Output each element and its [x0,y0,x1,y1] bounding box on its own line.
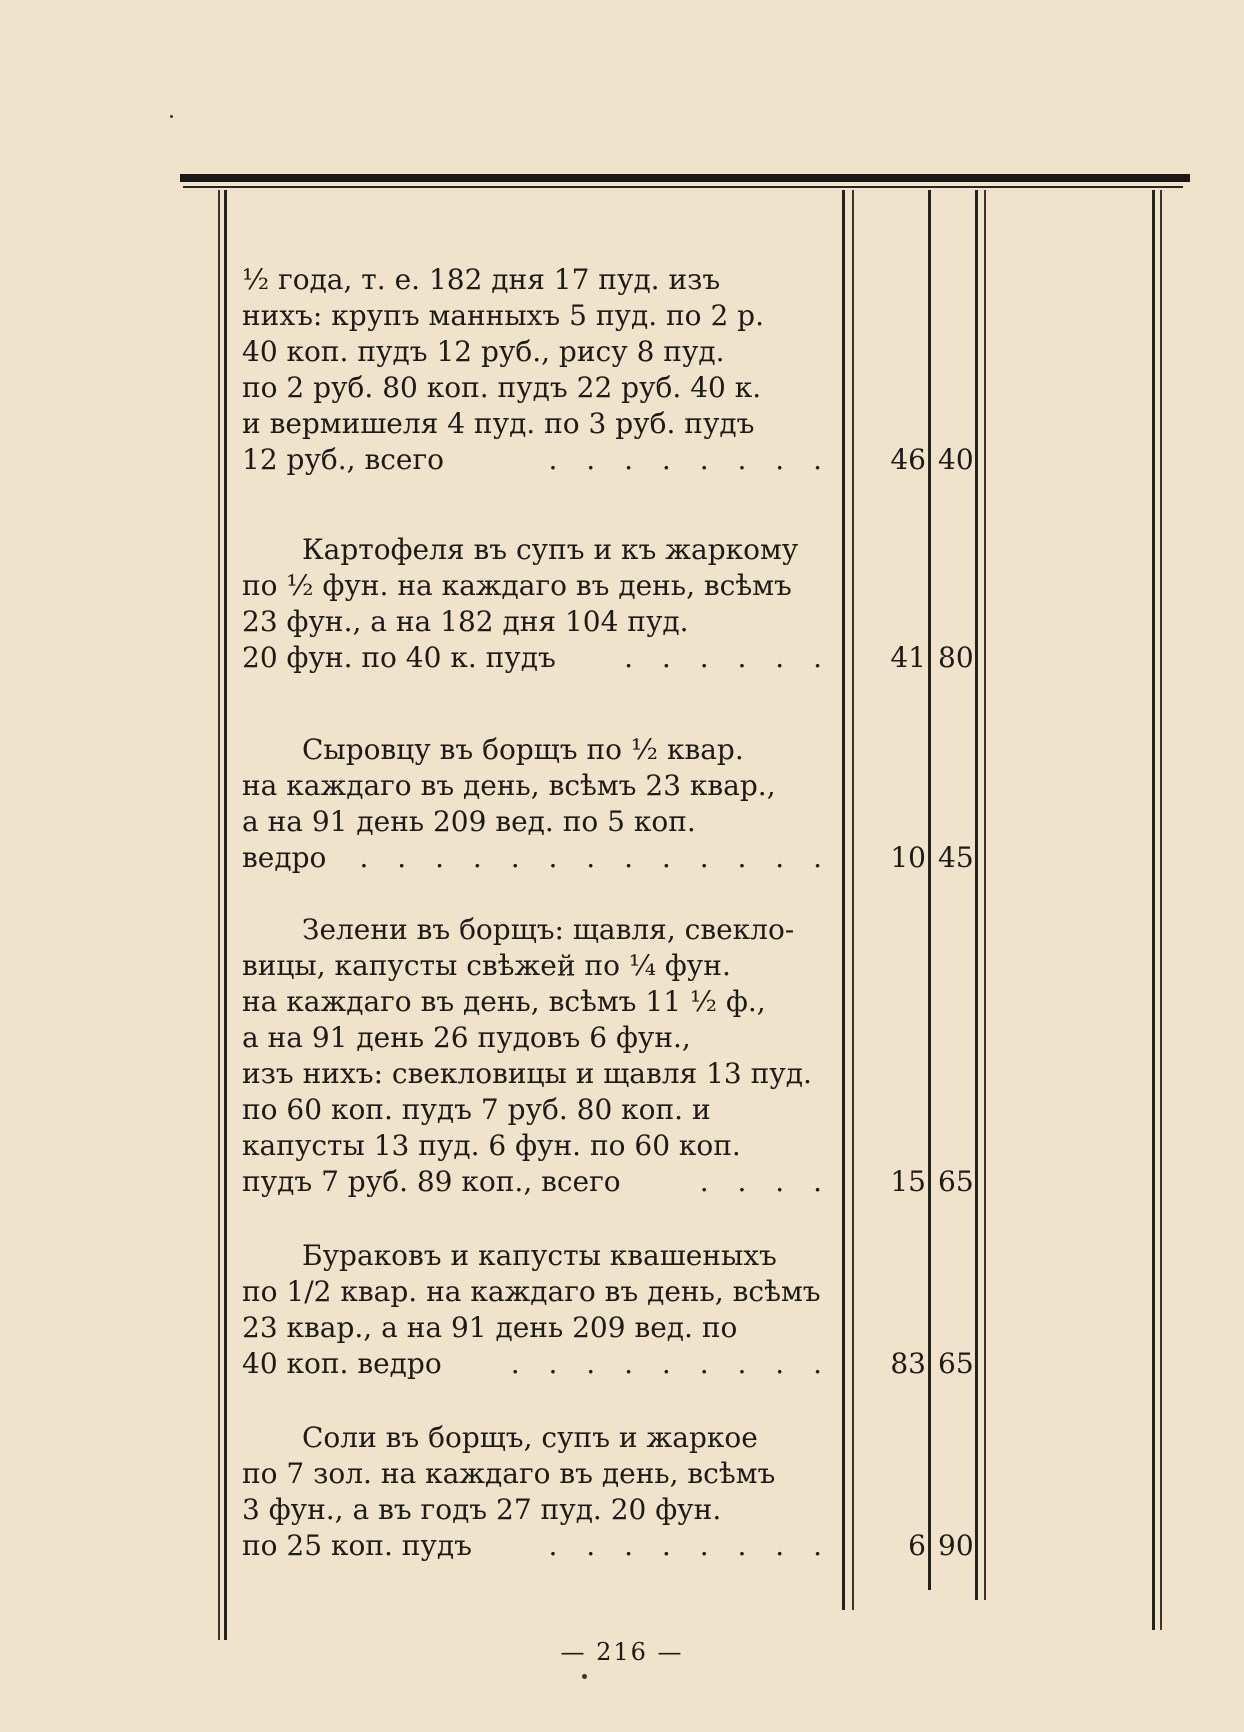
entry-last-line [242,1346,832,1382]
amount-kopecks: 90 [938,1529,974,1562]
entry-line: на каждаго въ день, всѣмъ 11 ½ ф., [242,985,766,1018]
leader-dots: . . . . . . . . [548,443,832,476]
right-border [1152,190,1155,1630]
column-divider-rub [928,190,931,1590]
entry-line: Картофеля въ супъ и къ жаркому [302,533,799,566]
entry-line: по ½ фун. на каждаго въ день, всѣмъ [242,569,792,602]
page-number: — 216 — [560,1638,684,1666]
column-divider-kop-inner [984,190,986,1600]
entry-line: Зелени въ борщъ: щавля, свекло- [302,913,795,946]
left-border-inner [218,190,220,1640]
column-divider-text [842,190,845,1610]
ledger-entry [242,532,832,676]
ledger-entry [242,912,832,1200]
entry-last-line [242,1164,832,1200]
entry-line: изъ нихъ: свекловицы и щавля 13 пуд. [242,1057,812,1090]
entry-line: Сыровцу въ борщъ по ½ квар. [302,733,744,766]
amount-rubles: 41 [890,641,926,674]
entry-line: по 1/2 квар. на каждаго въ день, всѣмъ [242,1275,821,1308]
column-divider-kop [975,190,978,1600]
entry-last-text: пудъ 7 руб. 89 коп., всего [242,1165,621,1198]
entry-line: вицы, капусты свѣжей по ¼ фун. [242,949,731,982]
amount-rubles: 6 [908,1529,926,1562]
ledger-entry [242,262,832,478]
entry-line: по 2 руб. 80 коп. пудъ 22 руб. 40 к. [242,371,762,404]
print-speck [582,1674,587,1679]
entry-line: 3 фун., а въ годъ 27 пуд. 20 фун. [242,1493,722,1526]
entry-line: капусты 13 пуд. 6 фун. по 60 коп. [242,1129,741,1162]
entry-line: 40 коп. пудъ 12 руб., рису 8 пуд. [242,335,725,368]
leader-dots: . . . . . . . . . [510,1347,832,1380]
entry-line: 23 фун., а на 182 дня 104 пуд. [242,605,689,638]
top-rule-thin [183,186,1183,188]
ledger-entry [242,1238,832,1382]
left-border [224,190,227,1640]
top-rule [180,174,1190,182]
leader-dots: . . . . . . [624,641,832,674]
entry-line: нихъ: крупъ манныхъ 5 пуд. по 2 р. [242,299,764,332]
amount-kopecks: 65 [938,1347,974,1380]
entry-line: Бураковъ и капусты квашеныхъ [302,1239,777,1272]
print-speck [170,115,173,118]
amount-rubles: 46 [890,443,926,476]
amount-kopecks: 45 [938,841,974,874]
entry-line: а на 91 день 209 вед. по 5 коп. [242,805,696,838]
amount-kopecks: 40 [938,443,974,476]
column-divider-text-inner [852,190,854,1610]
amount-rubles: 15 [890,1165,926,1198]
ledger-entry [242,1420,832,1564]
entry-line: Соли въ борщъ, супъ и жаркое [302,1421,758,1454]
entry-line: по 60 коп. пудъ 7 руб. 80 коп. и [242,1093,711,1126]
leader-dots: . . . . . . . . [548,1529,832,1562]
right-border-inner [1160,190,1162,1630]
leader-dots: . . . . . . . . . . . . . [359,841,832,874]
entry-last-text: по 25 коп. пудъ [242,1529,472,1562]
leader-dots: . . . . [699,1165,832,1198]
ledger-entry [242,732,832,876]
entry-last-text: 20 фун. по 40 к. пудъ [242,641,556,674]
entry-line: на каждаго въ день, всѣмъ 23 квар., [242,769,776,802]
entry-last-text: 40 коп. ведро [242,1347,442,1380]
entry-line: 23 квар., а на 91 день 209 вед. по [242,1311,738,1344]
entry-last-line [242,442,832,478]
entry-last-text: 12 руб., всего [242,443,445,476]
entry-line: ½ года, т. е. 182 дня 17 пуд. изъ [242,263,721,296]
entry-last-text: ведро [242,841,327,874]
amount-kopecks: 65 [938,1165,974,1198]
amount-rubles: 10 [890,841,926,874]
entry-line: и вермишеля 4 пуд. по 3 руб. пудъ [242,407,755,440]
entry-last-line [242,640,832,676]
amount-rubles: 83 [890,1347,926,1380]
entry-line: а на 91 день 26 пудовъ 6 фун., [242,1021,691,1054]
entry-last-line [242,1528,832,1564]
amount-kopecks: 80 [938,641,974,674]
entry-line: по 7 зол. на каждаго въ день, всѣмъ [242,1457,776,1490]
entry-last-line [242,840,832,876]
